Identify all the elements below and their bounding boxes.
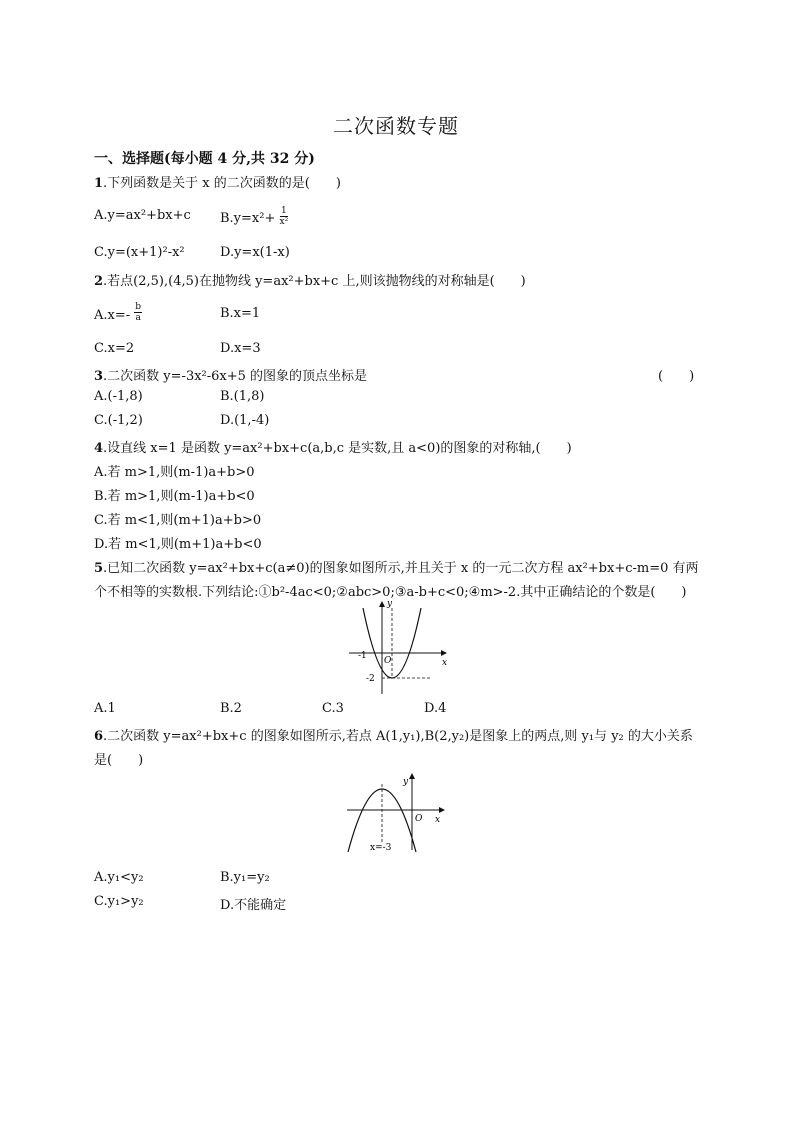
question-text: .二次函数 y=-3x²-6x+5 的图象的顶点坐标是 (103, 369, 368, 384)
option-text: A.x=- (94, 308, 131, 323)
q3-option-a: A.(-1,8) (94, 389, 143, 404)
question-number: 6 (94, 729, 104, 744)
question-text: .已知二次函数 y=ax²+bx+c(a≠0)的图象如图所示,并且关于 x 的一元二次方程 ax²+bx+c-m=0 有两 (103, 561, 699, 576)
q5-option-b: B.2 (220, 701, 242, 716)
q4-option-c: C.若 m<1,则(m+1)a+b>0 (94, 513, 262, 528)
fraction-numerator: 1 (280, 206, 287, 216)
q1-option-b (220, 208, 288, 229)
question-6-stem-line1 (94, 725, 693, 744)
q3-option-c: C.(-1,2) (94, 413, 143, 428)
y-axis-arrow (379, 601, 385, 607)
question-5-stem-line2: 个不相等的实数根.下列结论:①b²-4ac<0;②abc>0;③a-b+c<0;④m>-2.其中正确结论的个数是( ) (94, 585, 687, 600)
q4-option-b: B.若 m>1,则(m-1)a+b<0 (94, 489, 255, 504)
q2-option-c: C.x=2 (94, 341, 135, 356)
q2-option-d: D.x=3 (220, 341, 261, 356)
y-axis-label: y (387, 599, 393, 609)
question-text: .二次函数 y=ax²+bx+c 的图象如图所示,若点 A(1,y₁),B(2,y₂)是图象上的两点,则 y₁与 y₂ 的大小关系 (103, 729, 693, 744)
x-axis-arrow (441, 650, 447, 656)
page-title: 二次函数专题 (333, 114, 459, 138)
question-2-stem (94, 270, 526, 289)
fraction-denominator: x² (279, 217, 289, 227)
section-heading: 一、选择题(每小题 4 分,共 32 分) (94, 151, 315, 167)
question-3-stem (94, 365, 367, 384)
q5-option-c: C.3 (322, 701, 344, 716)
question-number: 5 (94, 561, 104, 576)
option-text: B.y=x²+ (220, 211, 276, 226)
fraction (134, 302, 142, 323)
q5-option-d: D.4 (424, 701, 447, 716)
q6-option-d: D.不能确定 (220, 898, 287, 913)
question-5-stem-line1 (94, 557, 699, 576)
q5-parabola-graph (345, 598, 455, 696)
q2-option-b: B.x=1 (220, 306, 261, 321)
q1-option-c: C.y=(x+1)²-x² (94, 245, 185, 260)
q3-option-b: B.(1,8) (220, 389, 265, 404)
question-number: 3 (94, 369, 104, 384)
question-number: 2 (94, 274, 104, 289)
fraction-numerator: b (135, 302, 142, 312)
x-axis-label: x (435, 815, 441, 825)
question-4-stem (94, 437, 572, 456)
q6-option-a: A.y₁<y₂ (94, 870, 144, 885)
tick-label-neg1: -1 (358, 651, 367, 661)
q3-answer-paren: ( ) (658, 369, 695, 384)
q6-option-b: B.y₁=y₂ (220, 870, 270, 885)
tick-label-neg2: -2 (366, 674, 375, 684)
origin-label: O (384, 656, 392, 666)
question-number: 4 (94, 441, 104, 456)
y-axis-label: y (403, 777, 409, 787)
q1-option-d: D.y=x(1-x) (220, 245, 290, 260)
x-axis-label: x (442, 658, 448, 668)
q6-parabola-graph (345, 770, 450, 855)
question-text: .设直线 x=1 是函数 y=ax²+bx+c(a,b,c 是实数,且 a<0)的图象的对称轴,( ) (103, 441, 572, 456)
q2-option-a (94, 302, 142, 326)
question-number: 1 (94, 176, 104, 191)
y-axis-arrow (409, 773, 415, 779)
symmetry-axis-label: x=-3 (370, 843, 392, 853)
q3-option-d: D.(1,-4) (220, 413, 270, 428)
q5-option-a: A.1 (94, 701, 116, 716)
q1-option-a: A.y=ax²+bx+c (94, 208, 191, 223)
q6-option-c: C.y₁>y₂ (94, 894, 144, 909)
question-text: .若点(2,5),(4,5)在抛物线 y=ax²+bx+c 上,则该抛物线的对称轴是( ) (103, 274, 526, 289)
q4-option-a: A.若 m>1,则(m-1)a+b>0 (94, 465, 255, 480)
question-1-stem (94, 172, 341, 191)
question-text: .下列函数是关于 x 的二次函数的是( ) (103, 176, 341, 191)
x-axis-arrow (439, 807, 445, 813)
question-6-stem-line2: 是( ) (94, 753, 144, 768)
q4-option-d: D.若 m<1,则(m+1)a+b<0 (94, 537, 262, 552)
origin-label: O (415, 814, 423, 824)
fraction (280, 206, 289, 227)
fraction-denominator: a (135, 313, 141, 323)
